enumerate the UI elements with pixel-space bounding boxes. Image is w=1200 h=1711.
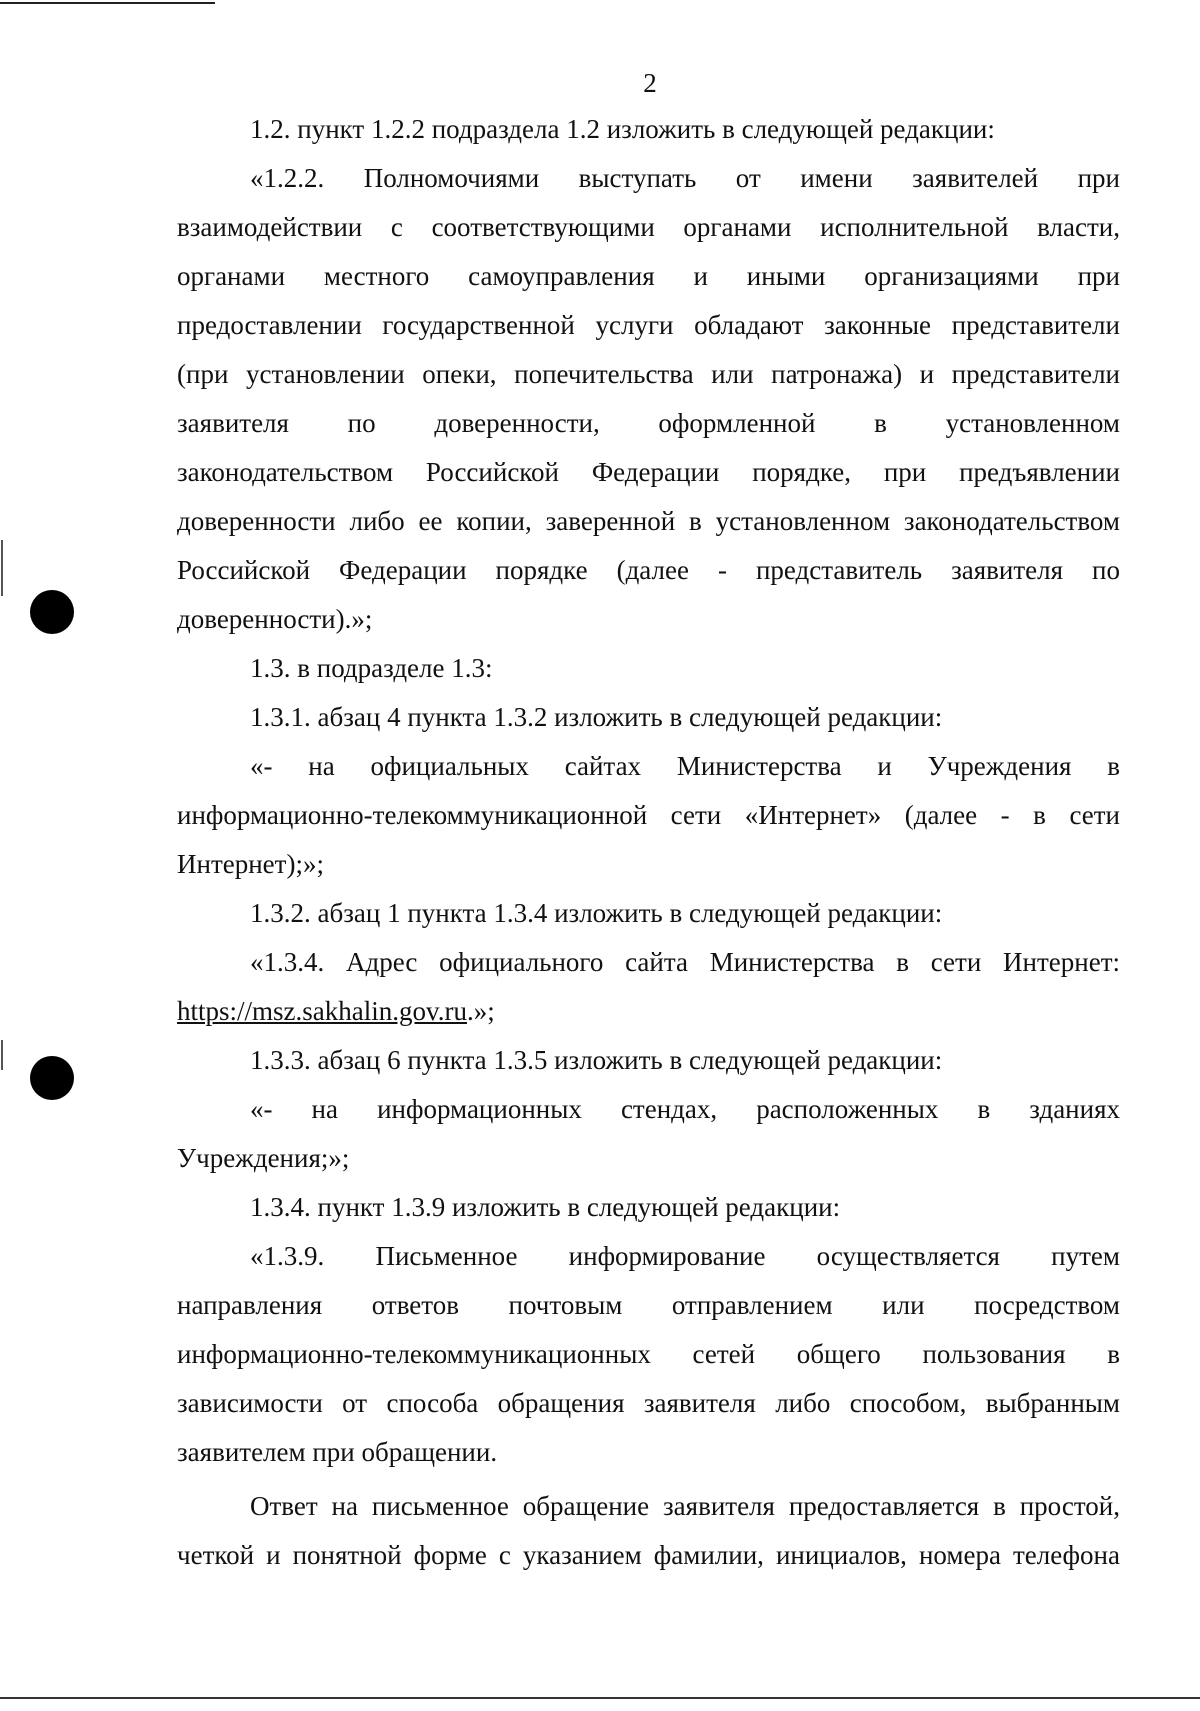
ministry-website-link[interactable]: https://msz.sakhalin.gov.ru (177, 996, 467, 1026)
paragraph-line: направления ответов почтовым отправлением или посредством (177, 1290, 1120, 1320)
left-margin-mark (1, 540, 3, 596)
paragraph-line: предоставлении государственной услуги обладают законные представители (177, 310, 1120, 340)
paragraph-line: «- на официальных сайтах Министерства и Учреждения в (250, 751, 1120, 781)
paragraph-line: (при установлении опеки, попечительства или патронажа) и представители (177, 359, 1120, 389)
punch-hole (30, 1056, 74, 1100)
paragraph-line: заявителем при обращении. (177, 1437, 498, 1467)
bottom-scan-rule (0, 1697, 1200, 1699)
paragraph-line: «- на информационных стендах, расположенных в зданиях (250, 1094, 1120, 1124)
paragraph-line: 1.3.4. пункт 1.3.9 изложить в следующей редакции: (250, 1192, 841, 1222)
paragraph-line (177, 987, 1120, 1035)
paragraph-line: 1.3. в подразделе 1.3: (250, 653, 493, 683)
paragraph-line: Российской Федерации порядке (далее - представитель заявителя по (177, 555, 1120, 585)
paragraph-line: информационно-телекоммуникационных сетей общего пользования в (177, 1339, 1120, 1369)
paragraph-line: 1.3.1. абзац 4 пункта 1.3.2 изложить в следующей редакции: (250, 702, 943, 732)
page-number: 2 (643, 68, 657, 98)
paragraph-line: 1.2. пункт 1.2.2 подраздела 1.2 изложить в следующей редакции: (250, 114, 995, 144)
paragraph-line: зависимости от способа обращения заявителя либо способом, выбранным (177, 1388, 1120, 1418)
paragraph-line: доверенности либо ее копии, заверенной в установленном законодательством (177, 506, 1120, 536)
paragraph-line: Ответ на письменное обращение заявителя предоставляется в простой, (250, 1491, 1120, 1521)
paragraph-line: заявителя по доверенности, оформленной в установленном (177, 408, 1120, 438)
paragraph-line: доверенности).»; (177, 604, 373, 634)
paragraph-line: 1.3.2. абзац 1 пункта 1.3.4 изложить в следующей редакции: (250, 898, 943, 928)
paragraph-line: «1.2.2. Полномочиями выступать от имени заявителей при (250, 163, 1120, 193)
paragraph-line: органами местного самоуправления и иными организациями при (177, 261, 1120, 291)
paragraph-line: законодательством Российской Федерации порядке, при предъявлении (177, 457, 1120, 487)
top-scan-rule (0, 2, 215, 4)
paragraph-line: информационно-телекоммуникационной сети «Интернет» (далее - в сети (177, 800, 1120, 830)
paragraph-line: «1.3.9. Письменное информирование осуществляется путем (250, 1241, 1120, 1271)
paragraph-line: Интернет);»; (177, 849, 324, 879)
left-margin-mark (1, 1040, 3, 1070)
paragraph-line: взаимодействии с соответствующими органами исполнительной власти, (177, 212, 1120, 242)
link-trailing-punctuation: .»; (466, 996, 495, 1026)
paragraph-line: четкой и понятной форме с указанием фамилии, инициалов, номера телефона (177, 1540, 1120, 1570)
paragraph-line: «1.3.4. Адрес официального сайта Министерства в сети Интернет: (250, 947, 1120, 977)
paragraph-line: 1.3.3. абзац 6 пункта 1.3.5 изложить в следующей редакции: (250, 1045, 943, 1075)
punch-hole (30, 590, 74, 634)
paragraph-line: Учреждения;»; (177, 1143, 350, 1173)
